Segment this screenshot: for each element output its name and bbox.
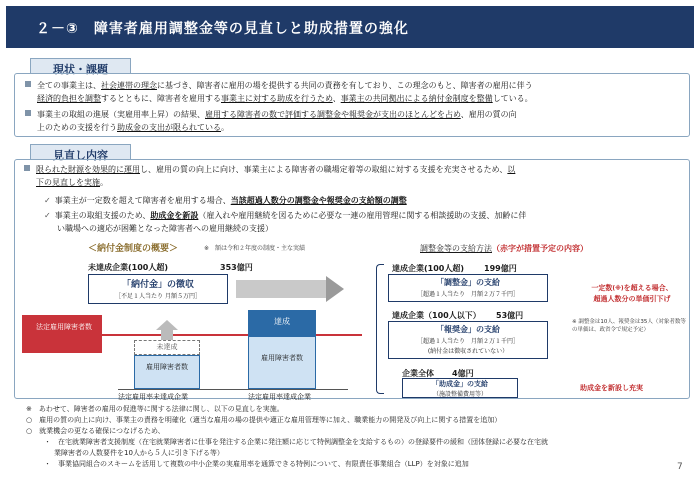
review-section-label: 見直し内容 (30, 144, 131, 160)
footer-note-0: ※ あわせて、障害者の雇用の促進等に関する法律に関し、以下の見直しを実施。 (26, 405, 284, 413)
r2-amount: 53億円 (496, 311, 524, 320)
red-note-2: 助成金を新設し充実 (580, 384, 643, 392)
bracket (376, 264, 384, 394)
footer-note-1: ○ 雇用の質の向上に向け、事業主の責務を明確化（適当な雇用の場の提供や適正な雇用管理等に加え、職業能力の開発及び向上に関する措置を追加） (26, 416, 502, 424)
r1-company: 達成企業(100人超) (392, 264, 465, 273)
over-company-label: 法定雇用率達成企業 (248, 393, 311, 401)
r3-company: 企業全体 (402, 369, 434, 378)
current-section-label: 現状・課題 (30, 58, 131, 74)
reward-box-sub: ［超過１人当たり 月額２万１千円］ (416, 338, 519, 345)
footer-note-5: ・ 事業協同組合のスキームを活用して複数の中小企業の実雇用率を通算できる特例について、有限責任事業組合（LLP）を対象に追加 (44, 460, 469, 468)
adjustment-box (388, 274, 548, 302)
achieved-box: 達成 (248, 310, 316, 336)
r2-company: 達成企業（100人以下） (392, 311, 481, 320)
subsidy-box-sub: （施設整備費用等） (432, 391, 487, 398)
footer-notes (26, 404, 686, 470)
threshold-note: ※ 調整金は10人、報奨金は35人（対象者数等の単価は、政省令で規定予定） (572, 319, 686, 333)
footer-note-3: ・ 在宅就業障害者支援制度（在宅就業障害者に仕事を発注する企業に発注額に応じて特例調整金を支給するもの）の登録要件の緩和（団体登録に必要な在宅就 (44, 438, 548, 446)
big-company-amount: 353億円 (220, 263, 253, 272)
reward-box (388, 321, 548, 359)
up-arrow-icon (156, 320, 178, 330)
review-check-2: ✓ 事業主の取組支援のため、助成金を新設（雇入れや雇用継続を図るために必要な一連の雇用管理に関する相談援助の支援、加齢に伴 い職場への適応が困難となった障害者への雇用継続の支援） (44, 211, 527, 233)
reward-box-title: 「報奨金」の支給 (436, 325, 500, 334)
current-para-2: 事業主の取組の進展（実雇用率上昇）の結果、雇用する障害者の数で評価する調整金や報奨金が支出のほとんどを占め、雇用の質の向 上のための支援を行う助成金の支出が限られている。 (25, 108, 685, 134)
r3-amount: 4億円 (452, 369, 474, 378)
big-company-label: 未達成企業(100人超) (88, 263, 169, 272)
page-title: ２－③ 障害者雇用調整金等の見直しと助成措置の強化 (6, 6, 694, 48)
unachieved-box: 未達成 (134, 340, 200, 355)
red-note-1: 一定数(※)を超える場合、 超過人数分の単価引下げ (591, 284, 673, 303)
levy-overview-title: ＜納付金制度の概要＞ (88, 244, 179, 254)
payout-title: 調整金等の支給方法（赤字が措置予定の内容） (420, 244, 588, 253)
levy-box-title: 「納付金」の徴収 (121, 280, 194, 290)
arrow-right-icon (326, 276, 344, 302)
check-icon: ✓ (44, 211, 51, 220)
page-number: 7 (677, 462, 683, 472)
employed-box-b: 雇用障害者数 (248, 336, 316, 389)
footer-note-2: ○ 就業機会の更なる確保につなげるため、 (26, 427, 165, 435)
levy-box-sub: ［不足１人当たり 月額５万円］ (115, 293, 201, 300)
employed-box-a: 雇用障害者数 (134, 355, 200, 389)
legal-rate-line (102, 334, 362, 336)
levy-overview-note: ※ 額は令和２年度の制度・主な実績 (204, 245, 306, 252)
bullet-icon (25, 110, 31, 116)
check-icon: ✓ (44, 196, 51, 205)
footer-note-4: 業障害者の人数要件を10人から５人に引き下げる等） (54, 449, 224, 457)
review-check-1: ✓ 事業主が一定数を超えて障害者を雇用する場合、当該超過人数分の調整金や報奨金の支給額の調整 (44, 196, 407, 205)
review-para-1: 限られた財源を効果的に運用し、雇用の質の向上に向け、事業主による障害者の職場定着等の取組に対する支援を充実させるため、以 下の見直しを実施。 (24, 163, 684, 189)
subsidy-box (402, 378, 518, 398)
adjustment-box-title: 「調整金」の支給 (436, 278, 500, 287)
levy-box (88, 274, 228, 304)
current-para-1: 全ての事業主は、社会連帯の理念に基づき、障害者に雇用の場を提供する共同の責務を有しており、この理念のもと、障害者の雇用に伴う 経済的負担を調整するとともに、障害者を雇用する事業主に対する助成を行うため、事業主の共同拠出による納付金制度を整備している。 (25, 79, 685, 105)
baseline (118, 389, 348, 390)
legal-rate-label: 法定雇用障害者数 (22, 315, 102, 353)
up-arrow-shaft (161, 330, 173, 340)
subsidy-box-title: 「助成金」の支給 (432, 380, 488, 388)
current-section (14, 73, 690, 137)
reward-box-sub2: (納付金は徴収されていない） (427, 348, 509, 355)
bullet-icon (25, 81, 31, 87)
r1-amount: 199億円 (484, 264, 517, 273)
bullet-icon (24, 165, 30, 171)
adjustment-box-sub: ［超過１人当たり 月額２万７千円］ (416, 291, 519, 298)
under-company-label: 法定雇用率未達成企業 (118, 393, 188, 401)
arrow-shaft (236, 280, 326, 298)
